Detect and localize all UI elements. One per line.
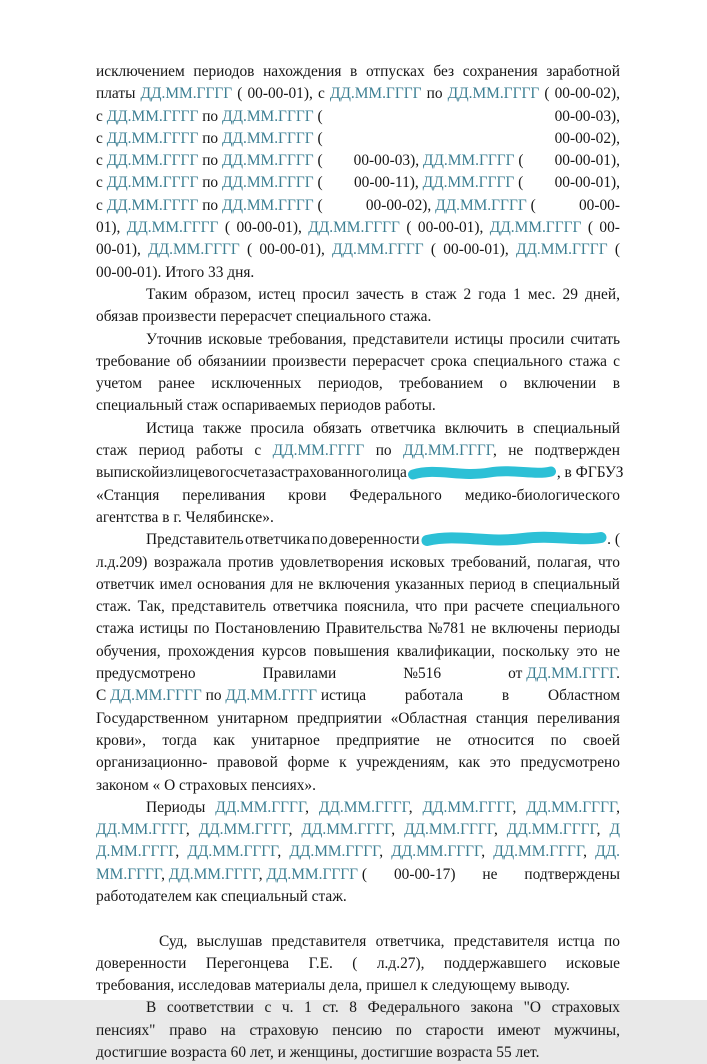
text-line: ДД.ММ.ГГГГ, ДД.ММ.ГГГГ, ДД.ММ.ГГГГ, ДД.ММ.ГГГГ, ДД.ММ.ГГГГ, Д: [96, 821, 620, 839]
date-placeholder: ДД.ММ.ГГГГ: [318, 798, 409, 816]
text-line: с ДД.ММ.ГГГГ по ДД.ММ.ГГГГ ( 00-00-11), ДД.ММ.ГГГГ ( 00-00-01),: [96, 174, 620, 192]
date-placeholder: ДД.ММ.ГГГГ: [126, 219, 219, 237]
text-line: обучения, прохождения курсов повышения квалификации, поскольку это не: [96, 642, 620, 660]
text-line: стажа истицы по Постановлению Правительства №781 не включены периоды: [96, 620, 620, 638]
date-placeholder: ДД.ММ.ГГГГ: [106, 152, 199, 170]
text-line: исключением периодов нахождения в отпусках без сохранения заработной: [96, 63, 620, 80]
text-line: стаж. Так, представитель ответчика пояснила, что при расчете специального: [96, 598, 620, 616]
date-placeholder: ДД.ММ.ГГГГ: [515, 241, 608, 259]
text-line: Суд, выслушав представителя ответчика, представителя истца по: [159, 932, 620, 950]
date-placeholder: ДД.ММ.ГГГГ: [506, 821, 597, 839]
date-placeholder: ДД.ММ.ГГГГ: [308, 219, 400, 237]
text-line: пенсиях" право на страховую пенсию по старости имеют мужчины,: [96, 1021, 620, 1039]
paragraph-defendant-position: [96, 529, 620, 797]
date-placeholder: ДД.ММ.ГГГГ: [187, 843, 278, 861]
date-placeholder: ДД.ММ.ГГГГ: [329, 85, 422, 103]
text-line: с ДД.ММ.ГГГГ по ДД.ММ.ГГГГ ( 00-00-02), ДД.ММ.ГГГГ ( 00-00-: [96, 196, 620, 214]
date-placeholder: ДД.ММ.ГГГГ: [403, 442, 493, 460]
text-line: Истица также просила обязать ответчика включить в специальный: [146, 419, 620, 437]
text-line: Периоды ДД.ММ.ГГГГ, ДД.ММ.ГГГГ, ДД.ММ.ГГГГ, ДД.ММ.ГГГГ,: [146, 798, 620, 816]
date-placeholder: ДД.ММ.ГГГГ: [526, 798, 617, 816]
text-line: достигшие возраста 60 лет, и женщины, достигшие возраста 55 лет.: [96, 1044, 540, 1062]
date-placeholder: Д: [609, 821, 620, 839]
date-placeholder: ММ.ГГГГ: [96, 865, 162, 883]
text-line: с ДД.ММ.ГГГГ по ДД.ММ.ГГГГ ( 00-00-02),: [96, 129, 620, 147]
date-placeholder: ДД.ММ.ГГГГ: [422, 798, 513, 816]
date-placeholder: ДД.ММ.ГГГГ: [221, 129, 314, 147]
date-placeholder: ДД.ММ.ГГГГ: [215, 798, 306, 816]
date-placeholder: ДД.ММ.ГГГГ: [221, 196, 314, 214]
text-line: требование об обязаниии произвести перерасчет срока специального стажа с: [96, 352, 620, 370]
text-line: работодателем как специальный стаж.: [96, 887, 347, 905]
text-line: 00-01), ДД.ММ.ГГГГ ( 00-00-01), ДД.ММ.ГГГГ ( 00-00-01), ДД.ММ.ГГГГ (: [96, 241, 620, 259]
redaction-scribble: [407, 464, 557, 481]
text-line: доверенности Перегонцева Г.Е. ( л.д.27), поддержавшего исковые: [96, 954, 620, 972]
date-placeholder: ДД.ММ.ГГГГ: [422, 152, 515, 170]
date-placeholder: ДД.ММ.ГГГГ: [221, 107, 314, 125]
text-line: ММ.ГГГГ, ДД.ММ.ГГГГ, ДД.ММ.ГГГГ ( 00-00-17) не подтверждены: [96, 865, 620, 883]
text-line: 01), ДД.ММ.ГГГГ ( 00-00-01), ДД.ММ.ГГГГ ( 00-00-01), ДД.ММ.ГГГГ ( 00-: [96, 219, 620, 237]
date-placeholder: ДД.ММ.ГГГГ: [221, 152, 314, 170]
redaction-scribble: [421, 529, 607, 548]
date-placeholder: ДД.ММ.ГГГГ: [289, 843, 380, 861]
date-placeholder: ДД.ММ.ГГГГ: [489, 219, 582, 237]
date-placeholder: ДД.ММ.ГГГГ: [435, 196, 527, 214]
text-line: предусмотрено Правилами №516 от ДД.ММ.ГГГГ.: [96, 665, 620, 683]
paragraph-plaintiff-request: [96, 418, 624, 529]
text-line: л.д.209) возражала против удовлетворения исковых требований, полагая, что: [96, 553, 620, 571]
date-placeholder: ДД.ММ.ГГГГ: [493, 843, 584, 861]
date-placeholder: ДД.ММ.ГГГГ: [96, 821, 186, 839]
text-line: с ДД.ММ.ГГГГ по ДД.ММ.ГГГГ ( 00-00-03),: [96, 107, 620, 125]
text-line: Д.ММ.ГГГГ, ДД.ММ.ГГГГ, ДД.ММ.ГГГГ, ДД.ММ.ГГГГ, ДД.ММ.ГГГГ, ДД.: [96, 843, 620, 861]
paragraph-excluded-periods: [96, 61, 620, 284]
date-placeholder: ДД.ММ.ГГГГ: [332, 241, 424, 259]
date-placeholder: ДД.ММ.ГГГГ: [168, 865, 259, 883]
paragraph-court-conclusion: [96, 931, 620, 998]
document-body: [96, 61, 624, 1064]
date-placeholder: ДД.ММ.ГГГГ: [391, 843, 482, 861]
text-line: стаж период работы с ДД.ММ.ГГГГ по ДД.ММ.ГГГГ, не подтвержден: [96, 442, 620, 460]
date-placeholder: ДД.ММ.ГГГГ: [404, 821, 494, 839]
date-placeholder: ДД.ММ.ГГГГ: [225, 687, 318, 705]
date-placeholder: ДД.ММ.ГГГГ: [266, 865, 359, 883]
date-placeholder: ДД.ММ.ГГГГ: [106, 174, 199, 192]
text-line: платы ДД.ММ.ГГГГ ( 00-00-01), с ДД.ММ.ГГГГ по ДД.ММ.ГГГГ ( 00-00-02),: [96, 85, 620, 103]
date-placeholder: ДД.ММ.ГГГГ: [106, 107, 199, 125]
text-line: Уточнив исковые требования, представители истицы просили считать: [146, 330, 620, 348]
date-placeholder: ДД.ММ.ГГГГ: [198, 821, 289, 839]
date-placeholder: ДД.ММ.ГГГГ: [272, 442, 365, 460]
paragraph-total-claim: [96, 284, 620, 329]
text-line: специальный стаж оспариваемых периодов работы.: [96, 397, 436, 415]
text-line: Государственном унитарном предприятии «Областная станция переливания: [96, 709, 620, 727]
text-line: «Станция переливания крови Федерального медико-биологического: [96, 486, 620, 504]
date-placeholder: ДД.ММ.ГГГГ: [526, 665, 617, 683]
date-placeholder: ДД.ММ.ГГГГ: [106, 196, 199, 214]
text-line: выпиской из лицевого счета застрахованного лица , в ФГБУЗ: [96, 464, 624, 482]
text-line: обязав произвести перерасчет специального стажа.: [96, 308, 432, 326]
date-placeholder: Д.ММ.ГГГГ: [96, 843, 176, 861]
text-line: законом « О страховых пенсиях».: [96, 776, 316, 794]
text-line: агентства в г. Челябинске».: [96, 508, 274, 526]
text-line: ответчик имел основания для не включения указанных период в специальный: [96, 575, 620, 593]
text-line: учетом ранее исключенных периодов, требованием о включении в: [96, 375, 620, 393]
text-line: С ДД.ММ.ГГГГ по ДД.ММ.ГГГГ истица работала в Областном: [96, 687, 620, 705]
text-line: организационно- правовой форме к учреждениям, как это предусмотрено: [96, 754, 620, 772]
text-line: В соответствии с ч. 1 ст. 8 Федерального закона "О страховых: [146, 999, 620, 1017]
text-line: крови», тогда как унитарное предприятие не относится по своей: [96, 731, 620, 749]
date-placeholder: ДД.ММ.ГГГГ: [106, 129, 199, 147]
date-placeholder: ДД.ММ.ГГГГ: [422, 174, 515, 192]
text-line: Представитель ответчика по доверенности . (: [146, 531, 620, 549]
date-placeholder: ДД.ММ.ГГГГ: [301, 821, 392, 839]
text-line: требования, исследовав материалы дела, пришел к следующему выводу.: [96, 977, 570, 995]
text-line: 00-00-01). Итого 33 дня.: [96, 263, 255, 281]
date-placeholder: ДД.ММ.ГГГГ: [110, 687, 202, 705]
date-placeholder: ДД.ММ.ГГГГ: [447, 85, 540, 103]
paragraph-law-citation: [96, 997, 620, 1064]
date-placeholder: ДД.ММ.ГГГГ: [140, 85, 233, 103]
paragraph-clarified-claims: [96, 329, 620, 418]
date-placeholder: ДД.ММ.ГГГГ: [148, 241, 240, 259]
paragraph-unconfirmed-periods: [96, 797, 620, 908]
text-line: с ДД.ММ.ГГГГ по ДД.ММ.ГГГГ ( 00-00-03), ДД.ММ.ГГГГ ( 00-00-01),: [96, 152, 620, 170]
text-line: Таким образом, истец просил зачесть в стаж 2 года 1 мес. 29 дней,: [146, 285, 620, 303]
date-placeholder: ДД.: [595, 843, 620, 861]
date-placeholder: ДД.ММ.ГГГГ: [221, 174, 314, 192]
